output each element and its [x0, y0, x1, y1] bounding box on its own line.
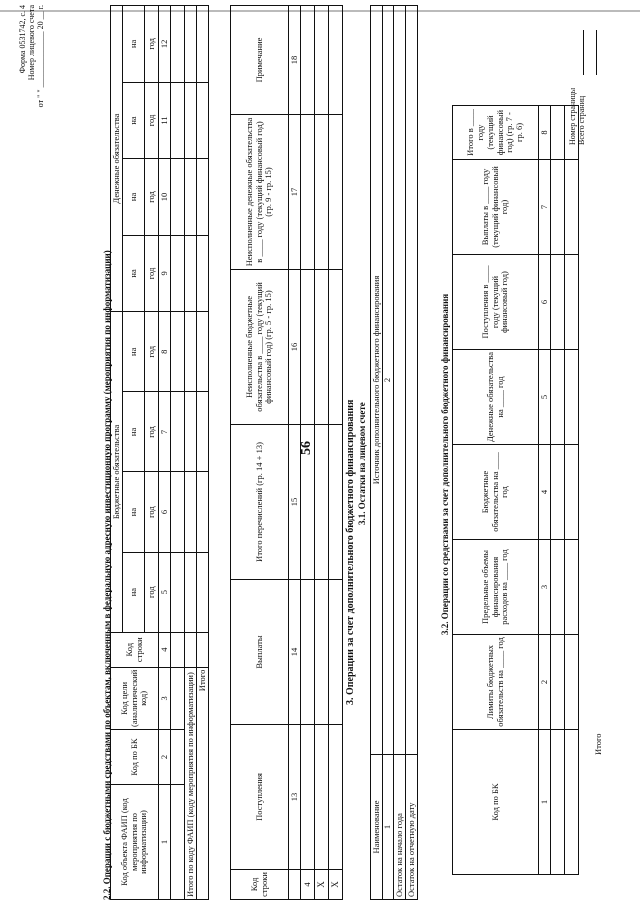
total-by-faip-label: Итого по коду ФАИП (коду мероприятия по информатизации) — [185, 667, 197, 899]
table-account-balances — [370, 5, 418, 900]
table-row — [406, 6, 418, 900]
col-number: 1 — [539, 730, 551, 875]
form-header — [18, 5, 45, 145]
col-receipts: Поступления — [231, 725, 289, 870]
na-cell: на — [123, 472, 145, 552]
col-number: 3 — [539, 540, 551, 635]
col-source: Источник дополнительного бюджетного финансирования — [371, 6, 383, 755]
table-row — [329, 6, 343, 900]
col-number: 13 — [289, 725, 301, 870]
col-number: 4 — [159, 632, 171, 667]
col-unexecuted-money: Неисполненные денежные обязательства в ____ году (текущий финансовый год) (гр. 9 - гр. 15) — [231, 115, 289, 270]
section-3-title: 3. Операции за счет дополнительного бюджетного финансирования — [345, 399, 356, 705]
god-cell: год — [145, 82, 159, 158]
col-number: 5 — [159, 552, 171, 632]
col-number: 11 — [159, 82, 171, 158]
col-money-obligations: Денежные обязательства на ____ год — [453, 350, 539, 445]
table-faip-operations — [110, 5, 209, 900]
total-pages-line — [596, 30, 597, 75]
col-number: 8 — [539, 106, 551, 160]
table-faip-payments — [230, 5, 343, 900]
col-number: 7 — [159, 392, 171, 472]
col-number: 2 — [539, 635, 551, 730]
col-number: 1 — [383, 755, 394, 900]
col-number: 8 — [159, 312, 171, 392]
col-payments: Выплаты в ____ году (текущий финансовый год) — [453, 160, 539, 255]
col-row-code: Код строки — [231, 870, 289, 900]
row-label: Остаток на отчетную дату — [406, 755, 418, 900]
col-number: 16 — [289, 270, 301, 425]
table-row — [185, 6, 197, 900]
col-row-code: Код строки — [111, 632, 159, 667]
table-row — [394, 6, 406, 900]
na-cell: на — [123, 312, 145, 392]
na-cell: на — [123, 82, 145, 158]
col-unexecuted-budget: Неисполненные бюджетные обязательства в ____ году (текущий финансовый год) (гр. 5 - гр. 15) — [231, 270, 289, 425]
na-cell: на — [123, 6, 145, 83]
col-receipts: Поступления в ____ году (текущий финансовый год) — [453, 255, 539, 350]
god-cell: год — [145, 552, 159, 632]
col-number: 15 — [289, 425, 301, 580]
na-cell: на — [123, 159, 145, 235]
table-row — [551, 106, 565, 875]
total-pages-label: Всего страниц — [577, 95, 586, 145]
account-number-label: Номер лицевого счета — [27, 5, 36, 81]
col-number: 5 — [539, 350, 551, 445]
col-limits-extra: Предельные объемы финансирования расходов на ____ год — [453, 540, 539, 635]
god-cell: год — [145, 472, 159, 552]
col-total: Итого в ____ году (текущий финансовый год) (гр. 7 - гр. 6) — [453, 106, 539, 160]
row-code: 4 — [301, 870, 315, 900]
row-code: X — [315, 870, 329, 900]
col-number: 17 — [289, 115, 301, 270]
col-number: 4 — [539, 445, 551, 540]
table-additional-funding-operations — [452, 105, 579, 875]
col-payments: Выплаты — [231, 580, 289, 725]
section-3-2-title: 3.2. Операции со средствами за счет дополнительного бюджетного финансирования — [440, 293, 450, 635]
col-number: 10 — [159, 159, 171, 235]
col-number: 6 — [539, 255, 551, 350]
god-cell: год — [145, 392, 159, 472]
row-label: Остаток на начало года — [394, 755, 406, 900]
page-count-line — [583, 30, 584, 75]
col-number: 2 — [383, 6, 394, 755]
god-cell: год — [145, 235, 159, 311]
col-note: Примечание — [231, 6, 289, 115]
form-code: Форма 0531742, с. 4 — [18, 5, 27, 74]
table-row — [565, 106, 579, 875]
col-name: Наименование — [371, 755, 383, 900]
group-money-obligations: Денежные обязательства — [111, 6, 123, 312]
na-cell: на — [123, 235, 145, 311]
god-cell: год — [145, 159, 159, 235]
col-number: 14 — [289, 580, 301, 725]
col-limits: Лимиты бюджетных обязательств на ____ год — [453, 635, 539, 730]
god-cell: год — [145, 312, 159, 392]
page-number-label: Номер страницы — [568, 87, 577, 145]
table-row — [197, 6, 209, 900]
col-bk-code: Код по БК — [111, 730, 159, 785]
col-number: 9 — [159, 235, 171, 311]
na-cell: на — [123, 552, 145, 632]
date-line: от " " ______________ 20 __ г. — [36, 5, 45, 108]
col-number: 1 — [159, 785, 171, 900]
col-number: 6 — [159, 472, 171, 552]
col-number: 12 — [159, 6, 171, 83]
col-number: 7 — [539, 160, 551, 255]
group-budget-obligations: Бюджетные обязательства — [111, 312, 123, 633]
god-cell: год — [145, 6, 159, 83]
col-number: 18 — [289, 6, 301, 115]
col-bk-code: Код по БК — [453, 730, 539, 875]
total-label: Итого — [593, 733, 603, 755]
col-number: 3 — [159, 667, 171, 729]
table-row — [315, 6, 329, 900]
page-number: 56 — [299, 441, 314, 455]
col-number: 2 — [159, 730, 171, 785]
section-3-1-title: 3.1. Остатки на лицевом счете — [357, 402, 367, 525]
col-budget-obligations: Бюджетные обязательства на ____ год — [453, 445, 539, 540]
table-row — [171, 6, 185, 900]
row-code: X — [329, 870, 343, 900]
col-total-transfers: Итого перечислений (гр. 14 + 13) — [231, 425, 289, 580]
col-goal-code: Код цели (аналитический код) — [111, 667, 159, 729]
na-cell: на — [123, 392, 145, 472]
total-label: Итого — [197, 667, 209, 899]
section-2-2-title: 2.2. Операции с бюджетными средствами по объектам, включенным в федеральную адресную инвестиционную программу (мероприятия по информатизации) — [102, 250, 112, 900]
col-faip-code: Код объекта ФАИП (код мероприятия по информатизации) — [111, 785, 159, 900]
